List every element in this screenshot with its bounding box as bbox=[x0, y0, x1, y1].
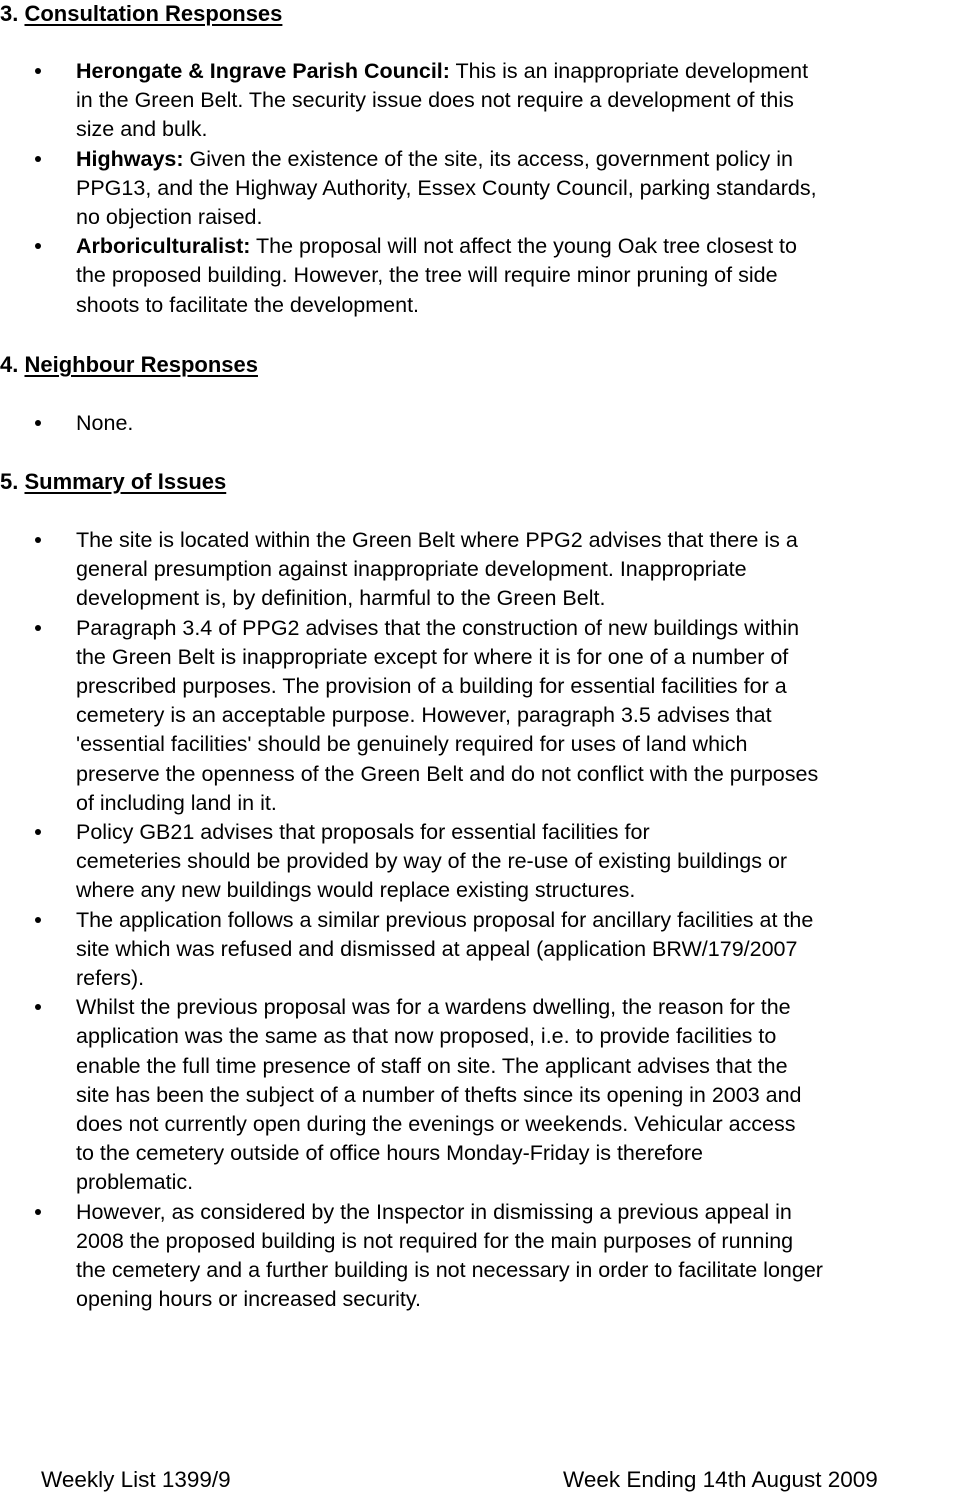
item-line bbox=[76, 145, 960, 174]
item-line: the proposed building. However, the tree will require minor pruning of side bbox=[76, 263, 778, 288]
item-line: where any new buildings would replace existing structures. bbox=[76, 878, 636, 903]
item-line: Whilst the previous proposal was for a wardens dwelling, the reason for the bbox=[76, 995, 791, 1020]
item-line: site has been the subject of a number of thefts since its opening in 2003 and bbox=[76, 1082, 802, 1107]
item-line: to the cemetery outside of office hours Monday-Friday is therefore bbox=[76, 1141, 703, 1166]
bullet-icon bbox=[35, 68, 41, 74]
bullet-icon bbox=[35, 420, 41, 426]
item-line: cemeteries should be provided by way of the re-use of existing buildings or bbox=[76, 849, 788, 874]
item-line: of including land in it. bbox=[76, 790, 277, 815]
section-number: 4. bbox=[0, 352, 19, 377]
section-number: 5. bbox=[0, 469, 19, 494]
item-line: enable the full time presence of staff on site. The applicant advises that the bbox=[76, 1053, 788, 1078]
item-line: in the Green Belt. The security issue does not require a development of this bbox=[76, 88, 794, 113]
bullet-icon bbox=[35, 625, 41, 631]
section-title: Consultation Responses bbox=[24, 1, 283, 26]
bullet-icon bbox=[35, 243, 41, 249]
footer-week-ending: Week Ending 14th August 2009 bbox=[563, 1467, 878, 1492]
list-item bbox=[0, 614, 960, 818]
item-line: Paragraph 3.4 of PPG2 advises that the construction of new buildings within bbox=[76, 615, 800, 640]
item-lead: Highways: bbox=[76, 146, 184, 171]
item-line bbox=[76, 57, 960, 86]
item-line: problematic. bbox=[76, 1170, 194, 1195]
consultation-list bbox=[0, 57, 960, 320]
bullet-icon bbox=[35, 1004, 41, 1010]
list-item bbox=[0, 906, 960, 994]
list-item bbox=[0, 409, 960, 438]
list-item bbox=[0, 1198, 960, 1315]
item-text: This is an inappropriate development bbox=[449, 59, 809, 83]
item-line: shoots to facilitate the development. bbox=[76, 292, 420, 317]
item-line: None. bbox=[76, 411, 134, 435]
item-line: Policy GB21 advises that proposals for essential facilities for bbox=[76, 820, 650, 845]
item-line: However, as considered by the Inspector in dismissing a previous appeal in bbox=[76, 1199, 792, 1224]
item-line: prescribed purposes. The provision of a building for essential facilities for a bbox=[76, 674, 787, 699]
list-item bbox=[0, 993, 960, 1197]
item-line: 2008 the proposed building is not required for the main purposes of running bbox=[76, 1228, 794, 1253]
item-line: site which was refused and dismissed at appeal (application BRW/179/2007 bbox=[76, 936, 798, 961]
footer-weekly-list: Weekly List 1399/9 bbox=[41, 1467, 231, 1492]
list-item bbox=[0, 145, 960, 233]
item-line: opening hours or increased security. bbox=[76, 1287, 421, 1312]
item-line: preserve the openness of the Green Belt and do not conflict with the purposes bbox=[76, 761, 819, 786]
section-title: Neighbour Responses bbox=[24, 352, 258, 377]
bullet-icon bbox=[35, 537, 41, 543]
item-line: The site is located within the Green Belt where PPG2 advises that there is a bbox=[76, 528, 798, 552]
item-line: cemetery is an acceptable purpose. However, paragraph 3.5 advises that bbox=[76, 703, 772, 728]
bullet-icon bbox=[35, 1209, 41, 1215]
item-line: The application follows a similar previous proposal for ancillary facilities at the bbox=[76, 907, 814, 932]
summary-list bbox=[0, 526, 960, 1314]
item-line: PPG13, and the Highway Authority, Essex County Council, parking standards, bbox=[76, 175, 817, 200]
item-line: size and bulk. bbox=[76, 117, 208, 142]
section-heading-neighbour bbox=[0, 350, 258, 379]
item-line: refers). bbox=[76, 966, 145, 991]
section-title: Summary of Issues bbox=[24, 469, 227, 494]
list-item bbox=[0, 232, 960, 320]
bullet-icon bbox=[35, 829, 41, 835]
item-lead: Arboriculturalist: bbox=[76, 234, 251, 259]
item-line: application was the same as that now proposed, i.e. to provide facilities to bbox=[76, 1024, 777, 1049]
item-line bbox=[76, 232, 960, 261]
item-line: does not currently open during the evenings or weekends. Vehicular access bbox=[76, 1112, 796, 1137]
item-line: 'essential facilities' should be genuinely required for uses of land which bbox=[76, 732, 748, 757]
item-text: The proposal will not affect the young Oak tree closest to bbox=[250, 234, 797, 259]
list-item bbox=[0, 57, 960, 145]
section-number: 3. bbox=[0, 1, 19, 26]
neighbour-list bbox=[0, 409, 960, 438]
item-line: general presumption against inappropriate development. Inappropriate bbox=[76, 557, 747, 582]
list-item bbox=[0, 818, 960, 906]
item-line: no objection raised. bbox=[76, 205, 263, 230]
bullet-icon bbox=[35, 917, 41, 923]
item-line: development is, by definition, harmful to the Green Belt. bbox=[76, 586, 606, 611]
item-lead: Herongate & Ingrave Parish Council: bbox=[76, 59, 450, 83]
item-line: the cemetery and a further building is not necessary in order to facilitate longer bbox=[76, 1258, 823, 1283]
bullet-icon bbox=[35, 156, 41, 162]
item-line: the Green Belt is inappropriate except for where it is for one of a number of bbox=[76, 644, 789, 669]
section-heading-consultation bbox=[0, 0, 282, 28]
item-text: Given the existence of the site, its access, government policy in bbox=[183, 146, 793, 171]
section-heading-summary bbox=[0, 467, 226, 496]
list-item bbox=[0, 526, 960, 614]
